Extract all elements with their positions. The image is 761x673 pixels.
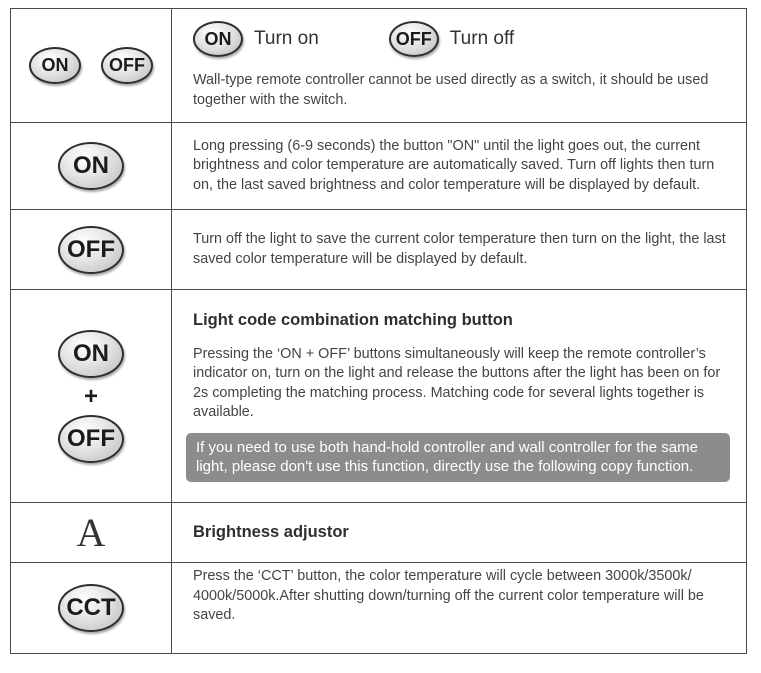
off-button-icon: OFF (58, 415, 124, 463)
description-cell (172, 290, 747, 503)
off-button-icon: OFF (101, 47, 153, 84)
table-row (11, 9, 747, 123)
instruction-table (10, 8, 747, 654)
description-text: Long pressing (6-9 seconds) the button "ON" until the light goes out, the current brightness and color temperature are automatically saved. Turn off lights then turn on, the last saved brightness and color temperature will be displayed by default. (193, 137, 715, 193)
description-cell (172, 9, 747, 123)
on-button-icon: ON (193, 21, 243, 57)
description-text: Press the ‘CCT’ button, the color temperature will cycle between 3000k/3500k/ 4000k/5000k.After shutting down/turning off the current color temperature will be saved. (193, 568, 704, 623)
icon-cell (11, 9, 172, 123)
table-row (11, 123, 747, 210)
description-cell (172, 210, 747, 290)
icon-cell (11, 290, 172, 503)
description-text: Turn off the light to save the current color temperature then turn on the light, the last saved color temperature will be displayed by default. (193, 231, 726, 267)
turn-on-label: Turn on (254, 28, 319, 49)
description-cell (172, 563, 747, 654)
icon-cell (11, 563, 172, 654)
on-button-icon: ON (58, 142, 124, 190)
table-row (11, 503, 747, 563)
off-button-icon: OFF (58, 226, 124, 274)
off-button-icon: OFF (389, 21, 439, 57)
description-text: Pressing the ‘ON + OFF’ buttons simultaneously will keep the remote controller’s indicator on, turn on the light and release the buttons after the light has been on for 2s completing the matching process. Matching code for several lights together is available. (193, 345, 721, 420)
section-heading: Light code combination matching button (193, 310, 513, 329)
warning-note: If you need to use both hand-hold controller and wall controller for the same light, please don't use this function, directly use the following copy function. (186, 433, 730, 482)
table-row (11, 563, 747, 654)
icon-cell (11, 123, 172, 210)
turn-off-label: Turn off (449, 28, 515, 49)
cct-button-icon: CCT (58, 584, 124, 632)
on-button-icon: ON (58, 330, 124, 378)
brightness-a-icon: A (76, 510, 106, 555)
table-row (11, 210, 747, 290)
icon-cell (11, 503, 172, 563)
description-text: Wall-type remote controller cannot be used directly as a switch, it should be used together with the switch. (193, 72, 709, 108)
plus-icon: + (83, 382, 98, 410)
icon-cell (11, 210, 172, 290)
description-cell (172, 123, 747, 210)
table-row (11, 290, 747, 503)
on-off-legend (193, 21, 728, 57)
description-cell (172, 503, 747, 563)
on-button-icon: ON (29, 47, 81, 84)
section-heading: Brightness adjustor (193, 523, 349, 541)
